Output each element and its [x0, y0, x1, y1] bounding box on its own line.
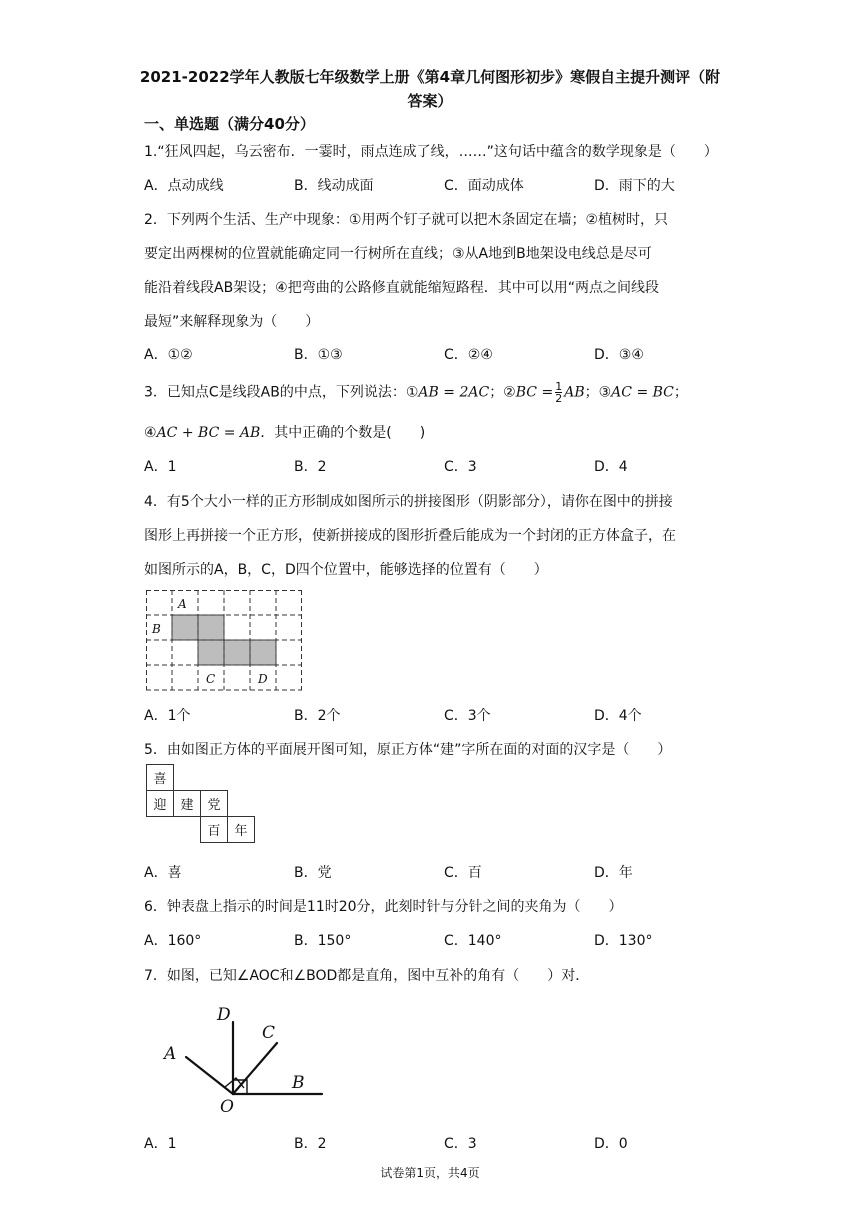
q3-sep-3: ；: [673, 384, 688, 401]
q6-option-b: B．150°: [294, 933, 352, 949]
q7-option-c: C．3: [444, 1136, 477, 1152]
q5-option-c: C．百: [444, 865, 482, 881]
q3-line2-suffix: ．其中正确的个数是( ): [260, 425, 426, 441]
question-4-line-2: 图形上再拼接一个正方形，使新拼接成的图形折叠后能成为一个封闭的正方体盒子，在: [144, 528, 676, 544]
ray-oa: [186, 1057, 233, 1094]
q6-option-c: C．140°: [444, 933, 502, 949]
question-2-line-2: 要定出两棵树的位置就能确定同一行树所在直线；③从A地到B地架设电线总是尽可: [144, 246, 652, 262]
shaded-square: [250, 640, 276, 665]
q7-angle-figure: [150, 1000, 330, 1120]
section-heading: 一、单选题（满分40分）: [144, 115, 315, 133]
question-3-line-2: [144, 422, 425, 442]
q3-statement-2a: BC =: [515, 384, 554, 401]
point-label-b: B: [292, 1073, 305, 1093]
grid-label-c: C: [206, 672, 216, 686]
q3-prefix: 3．已知点C是线段AB的中点，下列说法：①: [144, 384, 419, 401]
cube-net-figure: [146, 764, 255, 843]
q4-option-c: C．3个: [444, 708, 491, 724]
document-title-line1: 2021-2022学年人教版七年级数学上册《第4章几何图形初步》寒假自主提升测评（附: [139, 68, 721, 86]
question-4-line-1: 4．有5个大小一样的正方形制成如图所示的拼接图形（阴影部分），请你在图中的拼接: [144, 494, 673, 510]
page-footer: 试卷第1页，共4页: [380, 1166, 480, 1180]
document-title-line2: 答案）: [407, 92, 453, 110]
net-cell-ying: 迎: [147, 791, 174, 817]
q2-option-a: A．①②: [144, 347, 193, 363]
q2-option-d: D．③④: [594, 347, 644, 363]
q3-option-d: D．4: [594, 459, 628, 475]
q1-option-d: D．雨下的大: [594, 178, 675, 194]
question-3-line-1: [144, 381, 688, 404]
q6-option-a: A．160°: [144, 933, 202, 949]
grid-label-a: A: [178, 597, 187, 611]
q6-option-d: D．130°: [594, 933, 653, 949]
point-label-d: D: [217, 1005, 231, 1025]
fraction-numerator: 1: [555, 380, 563, 393]
q4-grid-figure: [146, 590, 306, 692]
question-2-line-1: 2．下列两个生活、生产中现象：①用两个钉子就可以把木条固定在墙；②植树时，只: [144, 212, 669, 228]
q7-option-b: B．2: [294, 1136, 327, 1152]
q4-option-a: A．1个: [144, 708, 191, 724]
q3-statement-2b: AB: [564, 384, 585, 401]
q3-sep-1: ；②: [489, 384, 516, 401]
question-1-text: 1.“狂风四起，乌云密布．一霎时，雨点连成了线，……”这句话中蕴含的数学现象是（ ）: [144, 144, 718, 160]
q7-option-a: A．1: [144, 1136, 177, 1152]
q4-option-b: B．2个: [294, 708, 341, 724]
net-cell-dang: 党: [201, 791, 228, 817]
q3-line2-prefix: ④: [144, 425, 157, 441]
q5-option-a: A．喜: [144, 865, 182, 881]
question-4-line-3: 如图所示的A，B，C，D四个位置中，能够选择的位置有（ ）: [144, 562, 548, 578]
q3-sep-2: ；③: [584, 384, 612, 401]
q2-option-b: B．①③: [294, 347, 343, 363]
ray-oc: [233, 1043, 277, 1094]
q5-option-d: D．年: [594, 865, 633, 881]
q1-option-b: B．线动成面: [294, 178, 374, 194]
shaded-square: [172, 615, 198, 640]
net-cell-xi: 喜: [147, 765, 174, 791]
question-5-text: 5．由如图正方体的平面展开图可知，原正方体“建”字所在面的对面的汉字是（ ）: [144, 742, 672, 758]
shaded-square: [198, 640, 224, 665]
grid-label-d: D: [258, 672, 268, 686]
point-label-c: C: [262, 1023, 276, 1043]
q3-option-a: A．1: [144, 459, 177, 475]
q3-statement-4: AC + BC = AB: [156, 425, 261, 441]
fraction-denominator: 2: [555, 392, 563, 405]
q4-option-d: D．4个: [594, 708, 642, 724]
q1-option-c: C．面动成体: [444, 178, 524, 194]
net-cell-jian: 建: [174, 791, 201, 817]
grid-label-b: B: [152, 622, 161, 636]
question-7-text: 7．如图，已知∠AOC和∠BOD都是直角，图中互补的角有（ ）对．: [144, 968, 590, 984]
dashed-grid-lines: [146, 590, 302, 690]
q2-option-c: C．②④: [444, 347, 493, 363]
shaded-square: [224, 640, 250, 665]
net-cell-nian: 年: [228, 817, 255, 843]
q3-option-b: B．2: [294, 459, 327, 475]
q3-fraction: [555, 381, 562, 404]
point-label-a: A: [164, 1044, 177, 1064]
q3-statement-3: AC = BC: [611, 384, 674, 401]
point-label-o: O: [220, 1097, 234, 1117]
net-cell-bai: 百: [201, 817, 228, 843]
q7-option-d: D．0: [594, 1136, 628, 1152]
question-2-line-4: 最短”来解释现象为（ ）: [144, 314, 320, 330]
q1-option-a: A．点动成线: [144, 178, 224, 194]
q3-statement-1: AB = 2AC: [418, 384, 490, 401]
q3-option-c: C．3: [444, 459, 477, 475]
q5-option-b: B．党: [294, 865, 332, 881]
shaded-square: [198, 615, 224, 640]
question-2-line-3: 能沿着线段AB架设；④把弯曲的公路修直就能缩短路程．其中可以用“两点之间线段: [144, 280, 659, 296]
question-6-text: 6．钟表盘上指示的时间是11时20分，此刻时针与分针之间的夹角为（ ）: [144, 899, 623, 915]
